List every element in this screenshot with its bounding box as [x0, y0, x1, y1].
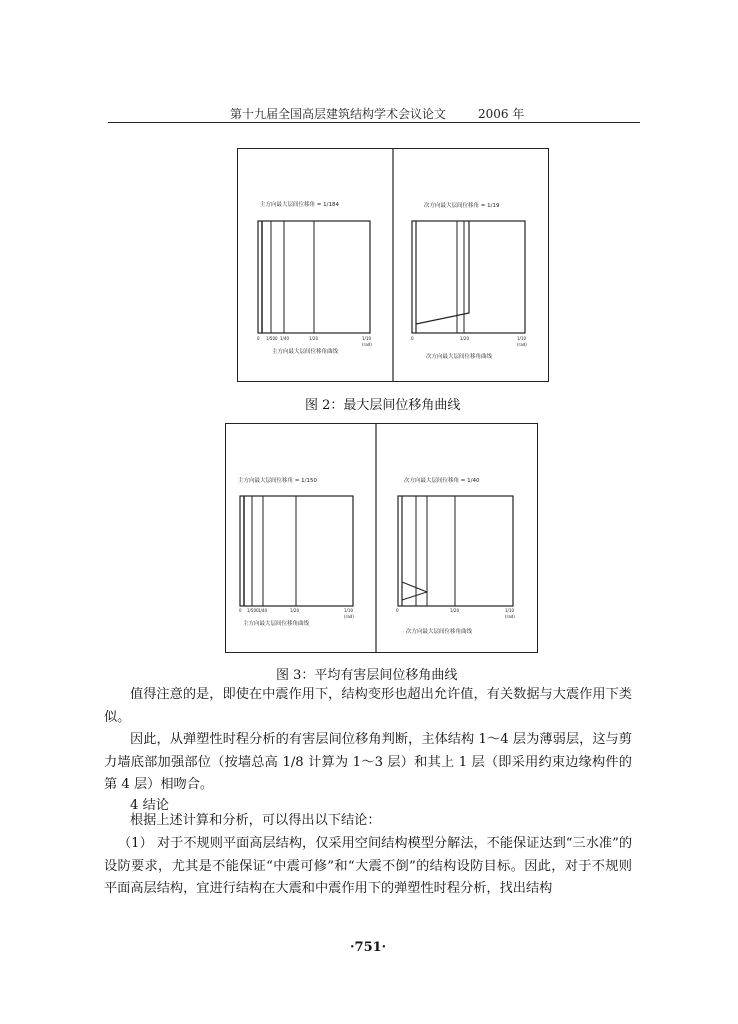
- fig3-right-unit: (rad): [505, 614, 515, 619]
- figure-3-plots: [226, 424, 537, 652]
- figure-2-plots: [238, 149, 548, 381]
- fig3-right-title: 次方向最大层间位移角 = 1/40: [404, 478, 480, 484]
- fig2-right-caption: 次方向最大层间位移角曲线: [426, 354, 493, 360]
- fig2-left-title: 主方向最大层间位移角 = 1/184: [260, 202, 339, 208]
- fig3-left-title: 主方向最大层间位移角 = 1/150: [238, 478, 317, 484]
- fig2-right-curve-4: [416, 221, 469, 324]
- fig2-right-tick-2: 1/10: [517, 336, 526, 341]
- fig3-right-curve-5: [402, 582, 427, 600]
- fig3-left-caption: 主方向最大层间位移角曲线: [243, 621, 310, 627]
- running-header: [110, 103, 640, 123]
- fig3-left-tick-0: 0: [239, 608, 242, 613]
- fig3-left-unit: (rad): [344, 614, 354, 619]
- fig3-right-tick-1: 1/20: [450, 608, 459, 613]
- figure-2: [237, 148, 549, 382]
- fig3-left-tick-3: 1/20: [290, 608, 299, 613]
- paragraph-conclusion-1: （1） 对于不规则平面高层结构，仅采用空间结构模型分解法，不能保证达到“三水准”的设防要求，尤其是不能保证“中震可修”和“大震不倒”的结构设防目标。因此，对于不规则平面高层结构，宜进行结构在大震和中震作用下的弹塑性时程分析，找出结构: [104, 836, 632, 896]
- figure-3-caption: 图 3：平均有害层间位移角曲线: [276, 668, 458, 683]
- fig2-left-tick-3: 1/20: [309, 336, 318, 341]
- paragraph-note: 值得注意的是，即使在中震作用下，结构变形也超出允许值，有关数据与大震作用下类似。: [104, 687, 632, 725]
- conference-title: 第十九届全国高层建筑结构学术会议论文: [230, 107, 447, 121]
- figure-2-caption: 图 2：最大层间位移角曲线: [305, 398, 461, 413]
- fig2-right-unit: (rad): [517, 342, 527, 347]
- fig3-left-tick-1: 1/500: [247, 608, 259, 613]
- paragraph-weak-layer: 因此，从弹塑性时程分析的有害层间位移角判断，主体结构 1～4 层为薄弱层，这与剪力墙底部加强部位（按墙总高 1/8 计算为 1～3 层）和其上 1 层（即采用约束边缘构件的第 4 层）相吻合。: [104, 732, 632, 792]
- fig2-left-tick-1: 1/500: [266, 336, 278, 341]
- page-number: ·751·: [350, 940, 387, 955]
- fig2-left-unit: (rad): [362, 342, 372, 347]
- fig2-left-caption: 主方向最大层间位移角曲线: [272, 349, 339, 355]
- fig3-right-tick-0: 0: [396, 608, 399, 613]
- fig2-right-tick-0: 0: [411, 336, 414, 341]
- fig3-right-tick-2: 1/10: [505, 608, 514, 613]
- fig3-left-tick-2: 1/40: [258, 608, 267, 613]
- section-heading-conclusion: 4 结论: [130, 798, 169, 813]
- figure-3: [225, 423, 538, 653]
- header-year: 2006 年: [478, 107, 525, 121]
- fig2-left-tick-4: 1/10: [362, 336, 371, 341]
- fig2-right-tick-1: 1/20: [460, 336, 469, 341]
- fig2-right-title: 次方向最大层间位移角 = 1/19: [424, 203, 500, 209]
- paragraph-conclusion-intro: 根据上述计算和分析，可以得出以下结论：: [130, 813, 381, 828]
- header-rule: [108, 122, 640, 123]
- fig3-left-tick-4: 1/10: [344, 608, 353, 613]
- fig2-left-tick-2: 1/40: [280, 336, 289, 341]
- fig3-right-caption: 次方向最大层间位移角曲线: [406, 629, 473, 635]
- fig2-left-tick-0: 0: [257, 336, 260, 341]
